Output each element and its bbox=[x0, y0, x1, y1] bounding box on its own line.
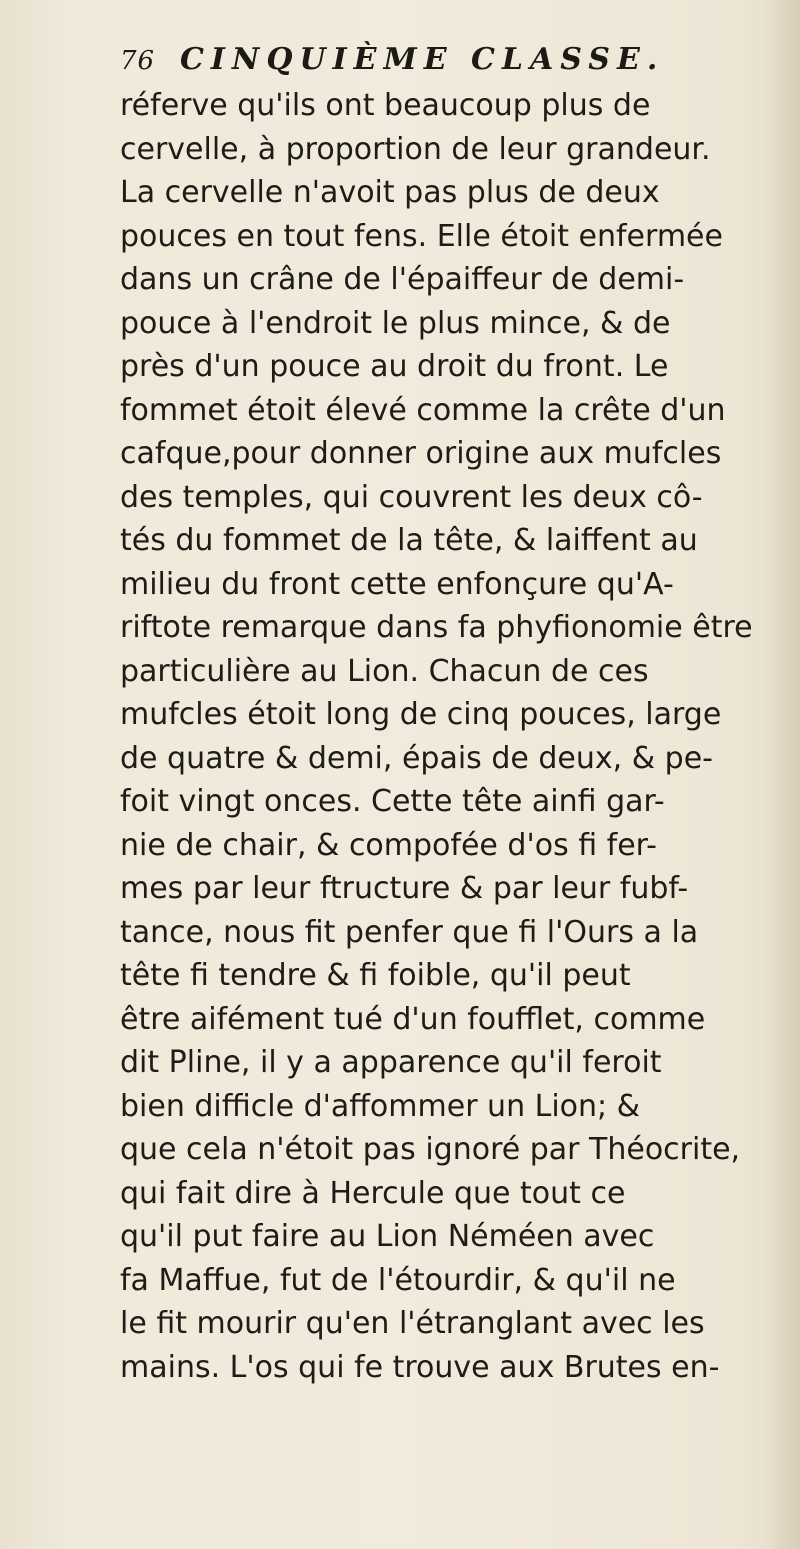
text-line: dit Pline, il y a apparence qu'il feroit bbox=[120, 1045, 662, 1080]
text-line: tête fi tendre & fi foible, qu'il peut bbox=[120, 958, 631, 993]
text-line: tés du fommet de la tête, & laiffent au bbox=[120, 523, 698, 558]
text-line: réferve qu'ils ont beaucoup plus de bbox=[120, 88, 651, 123]
text-line: cervelle, à proportion de leur grandeur. bbox=[120, 131, 711, 167]
text-line: pouces en tout fens. Elle étoit enfermée bbox=[120, 218, 723, 254]
text-line: particulière au Lion. Chacun de ces bbox=[120, 653, 649, 689]
text-line: milieu du front cette enfonçure qu'A- bbox=[120, 566, 674, 602]
text-line: nie de chair, & compofée d'os fi fer- bbox=[120, 827, 657, 863]
text-line: foit vingt onces. Cette tête ainfi gar- bbox=[120, 784, 665, 819]
text-line: être aifément tué d'un foufflet, comme bbox=[120, 1001, 706, 1037]
text-line: mufcles étoit long de cinq pouces, large bbox=[120, 697, 722, 732]
text-line: qu'il put faire au Lion Néméen avec bbox=[120, 1219, 655, 1254]
page-number: 76 bbox=[120, 46, 156, 76]
text-line: fommet étoit élevé comme la crête d'un bbox=[120, 392, 726, 428]
text-line: mains. L'os qui fe trouve aux Brutes en- bbox=[120, 1349, 720, 1385]
text-line: pouce à l'endroit le plus mince, & de bbox=[120, 305, 671, 341]
text-line: de quatre & demi, épais de deux, & pe- bbox=[120, 740, 713, 776]
running-head: CINQUIÈME CLASSE. bbox=[180, 42, 665, 77]
text-line: qui fait dire à Hercule que tout ce bbox=[120, 1175, 626, 1211]
text-line: bien difficle d'affommer un Lion; & bbox=[120, 1088, 641, 1124]
text-line: le fit mourir qu'en l'étranglant avec les bbox=[120, 1306, 705, 1341]
text-line: des temples, qui couvrent les deux cô- bbox=[120, 479, 703, 515]
text-line: que cela n'étoit pas ignoré par Théocrite, bbox=[120, 1132, 741, 1167]
text-line: dans un crâne de l'épaiffeur de demi- bbox=[120, 262, 685, 297]
text-line: fa Maffue, fut de l'étourdir, & qu'il ne bbox=[120, 1262, 676, 1298]
text-line: tance, nous fit penfer que fi l'Ours a la bbox=[120, 914, 699, 950]
text-line: mes par leur ftructure & par leur fubf- bbox=[120, 871, 689, 906]
text-line: cafque,pour donner origine aux mufcles bbox=[120, 436, 722, 471]
page-header bbox=[120, 36, 750, 88]
text-line: près d'un pouce au droit du front. Le bbox=[120, 349, 669, 384]
text-line: riftote remarque dans fa phyfionomie être bbox=[120, 610, 753, 645]
body-text bbox=[120, 84, 800, 1389]
text-line: La cervelle n'avoit pas plus de deux bbox=[120, 175, 660, 210]
